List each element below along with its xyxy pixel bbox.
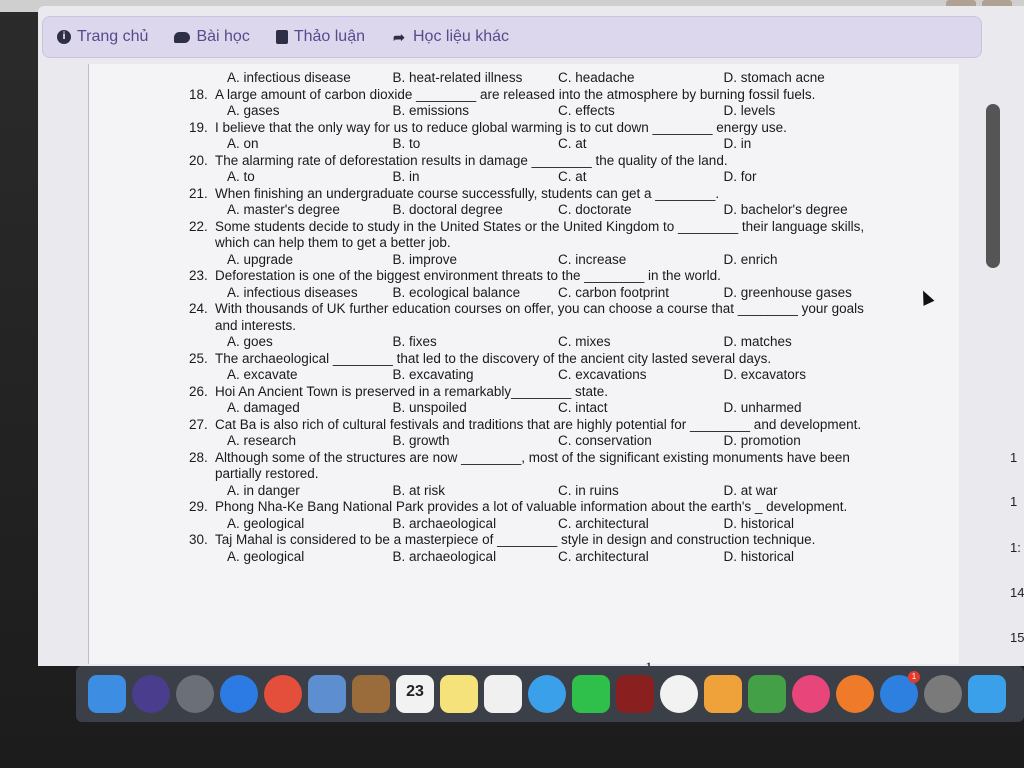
question-line [189,499,889,516]
question-line [189,87,889,104]
question-text: Cat Ba is also rich of cultural festivals and traditions that are highly potential for ________ and development. [215,416,862,432]
options-row [189,285,889,302]
question-line [189,186,889,203]
app-store-icon[interactable] [880,672,918,713]
option: C. increase [558,251,627,267]
question-line [189,417,889,434]
nav-item-lessons[interactable] [174,28,249,46]
notes-icon[interactable] [440,675,478,713]
options-row [189,516,889,533]
question-number: 20. [189,152,208,168]
question-item [189,87,889,120]
question-text: Some students decide to study in the United States or the United Kingdom to ________ their language skills, [215,218,865,234]
question-text-continued: partially restored. [215,466,319,481]
calendar-icon[interactable] [396,675,434,713]
option: D. for [723,169,757,184]
option: A. on [227,136,259,151]
question-item [189,450,889,500]
siri-icon[interactable] [132,675,170,713]
question-number: 29. [189,499,208,514]
question-line [189,219,889,236]
option: B. heat-related illness [392,70,523,85]
options-row [189,433,889,450]
option: B. growth [392,433,450,448]
photo-booth-icon[interactable] [616,675,654,713]
partial-icon[interactable] [968,675,1006,713]
option: B. doctoral degree [392,202,503,217]
option: B. emissions [392,103,470,118]
question-item [189,417,889,450]
safari-icon[interactable] [220,675,258,713]
option: D. historical [723,515,795,531]
ibooks-icon[interactable] [836,675,874,713]
options-row [189,169,889,186]
option: A. damaged [227,400,300,415]
option: D. excavators [723,367,807,382]
option: A. infectious diseases [227,284,358,300]
option: C. effects [558,103,615,118]
nav-item-home[interactable] [57,28,148,46]
question-item [189,532,889,565]
option: A. in danger [227,482,300,498]
numbers-icon[interactable] [748,675,786,713]
side-number: 1 [1010,494,1018,509]
options-row [189,334,889,351]
chrome-icon[interactable] [264,675,302,713]
option: B. unspoiled [392,400,467,415]
question-number: 19. [189,119,208,135]
option: C. mixes [558,334,611,349]
question-text-continued: and interests. [215,317,297,333]
question-item [189,219,889,269]
option: C. in ruins [558,482,619,498]
question-number: 22. [189,218,208,234]
options-row [189,400,889,417]
document-page [88,64,959,664]
question-line [189,351,889,368]
question-text: Although some of the structures are now ________, most of the significant existing monuments have been [215,449,850,465]
option: A. upgrade [227,251,294,267]
question-line [189,268,889,285]
app-store-badge: 1 [908,671,920,683]
contacts-icon[interactable] [352,675,390,713]
question-text: Phong Nha-Ke Bang National Park provides a lot of valuable information about the earth's _ development. [215,499,848,514]
option: A. excavate [227,367,298,382]
messages-icon[interactable] [528,675,566,713]
question-number: 26. [189,383,208,399]
option: A. gases [227,103,280,118]
question-number: 21. [189,185,208,201]
dock [76,666,1024,722]
option: D. historical [723,548,795,564]
option: A. goes [227,334,273,349]
option: D. bachelor's degree [723,202,848,217]
question-line [189,301,889,318]
option: D. matches [723,334,792,349]
nav-label-home: Trang chủ [77,28,149,45]
question-text: With thousands of UK further education courses on offer, you can choose a course that ________ your goals [215,301,864,316]
option: A. master's degree [227,202,340,217]
question-text: Taj Mahal is considered to be a masterpiece of ________ style in design and construction technique. [215,532,816,547]
option: B. to [392,136,421,151]
question-item [189,301,889,351]
info-icon: i [57,30,71,44]
option: A. infectious disease [227,70,351,85]
nav-item-resources[interactable] [391,28,509,46]
side-number: 1: [1010,540,1021,555]
question-number: 27. [189,416,208,432]
option: D. at war [723,482,778,498]
finder-icon[interactable] [88,675,126,713]
chat-icon [174,32,190,43]
option: B. archaeological [392,515,497,531]
side-number: 1 [1010,450,1018,465]
question-item [189,268,889,301]
question-text: A large amount of carbon dioxide ________ are released into the atmosphere by burning fossil fuels. [215,86,816,102]
question-number: 28. [189,449,208,465]
options-row [189,202,889,219]
share-arrow-icon: ➦ [393,29,405,45]
question-number: 23. [189,268,208,283]
book-icon [276,30,288,44]
option: C. carbon footprint [558,284,670,300]
options-row [189,367,889,384]
option: D. enrich [723,251,778,267]
option: A. geological [227,515,305,531]
option: A. geological [227,548,305,564]
option: C. conservation [558,433,652,448]
question-text: Deforestation is one of the biggest environment threats to the ________ in the world. [215,268,721,283]
facetime-icon[interactable] [572,675,610,713]
option: B. excavating [392,367,474,382]
system-preferences-icon[interactable] [924,675,962,713]
option: A. research [227,433,297,448]
calendar-day: 23 [406,683,424,700]
photos-icon[interactable] [660,675,698,713]
question-text-continued: which can help them to get a better job. [215,235,451,250]
option: B. improve [392,251,458,267]
question-line [189,120,889,137]
side-number: 15 [1010,630,1024,645]
side-number: 14 [1010,585,1024,600]
partial-options-row [189,70,889,87]
preview-icon[interactable] [308,675,346,713]
question-number: 25. [189,350,208,366]
option: C. excavations [558,367,647,382]
option: C. doctorate [558,202,632,217]
pages-icon[interactable] [704,675,742,713]
launchpad-icon[interactable] [176,675,214,713]
question-text: I believe that the only way for us to reduce global warming is to cut down ________ energy use. [215,119,787,135]
option: B. fixes [392,334,437,349]
option: D. in [723,136,752,151]
options-row [189,549,889,566]
itunes-icon[interactable] [792,675,830,713]
options-row [189,483,889,500]
question-line [189,532,889,549]
question-number: 30. [189,532,208,547]
option: B. at risk [392,482,446,498]
question-item [189,120,889,153]
question-item [189,384,889,417]
question-item [189,499,889,532]
question-line [189,384,889,401]
nav-item-discussion[interactable] [276,28,365,46]
question-item [189,153,889,186]
option: B. in [392,169,420,184]
options-row [189,136,889,153]
option: D. levels [723,103,776,118]
option: C. architectural [558,515,649,531]
question-number: 24. [189,301,208,316]
question-line [189,153,889,170]
vertical-scrollbar[interactable] [986,104,1000,268]
option: C. headache [558,70,635,85]
question-item [189,186,889,219]
nav-label-discussion: Thảo luận [293,28,365,45]
options-row [189,252,889,269]
top-navigation [42,16,982,58]
option: A. to [227,169,255,184]
question-number: 18. [189,86,208,102]
nav-label-lessons: Bài học [196,28,250,45]
option: C. architectural [558,548,649,564]
question-text: Hoi An Ancient Town is preserved in a remarkably________ state. [215,383,608,399]
question-text: The alarming rate of deforestation results in damage ________ the quality of the land. [215,152,728,168]
option: B. ecological balance [392,284,521,300]
question-line [189,450,889,467]
options-row [189,103,889,120]
question-text: The archaeological ________ that led to the discovery of the ancient city lasted several days. [215,350,772,366]
question-text: When finishing an undergraduate course successfully, students can get a ________. [215,185,720,201]
option: C. at [558,136,587,151]
nav-label-resources: Học liệu khác [413,28,510,45]
option: D. promotion [723,433,801,448]
option: C. intact [558,400,608,415]
option: C. at [558,169,587,184]
reminders-icon[interactable] [484,675,522,713]
option: D. greenhouse gases [723,284,852,300]
question-list [189,70,889,565]
option: B. archaeological [392,548,497,564]
option: D. unharmed [723,400,802,415]
option: D. stomach acne [723,70,825,85]
question-item [189,351,889,384]
